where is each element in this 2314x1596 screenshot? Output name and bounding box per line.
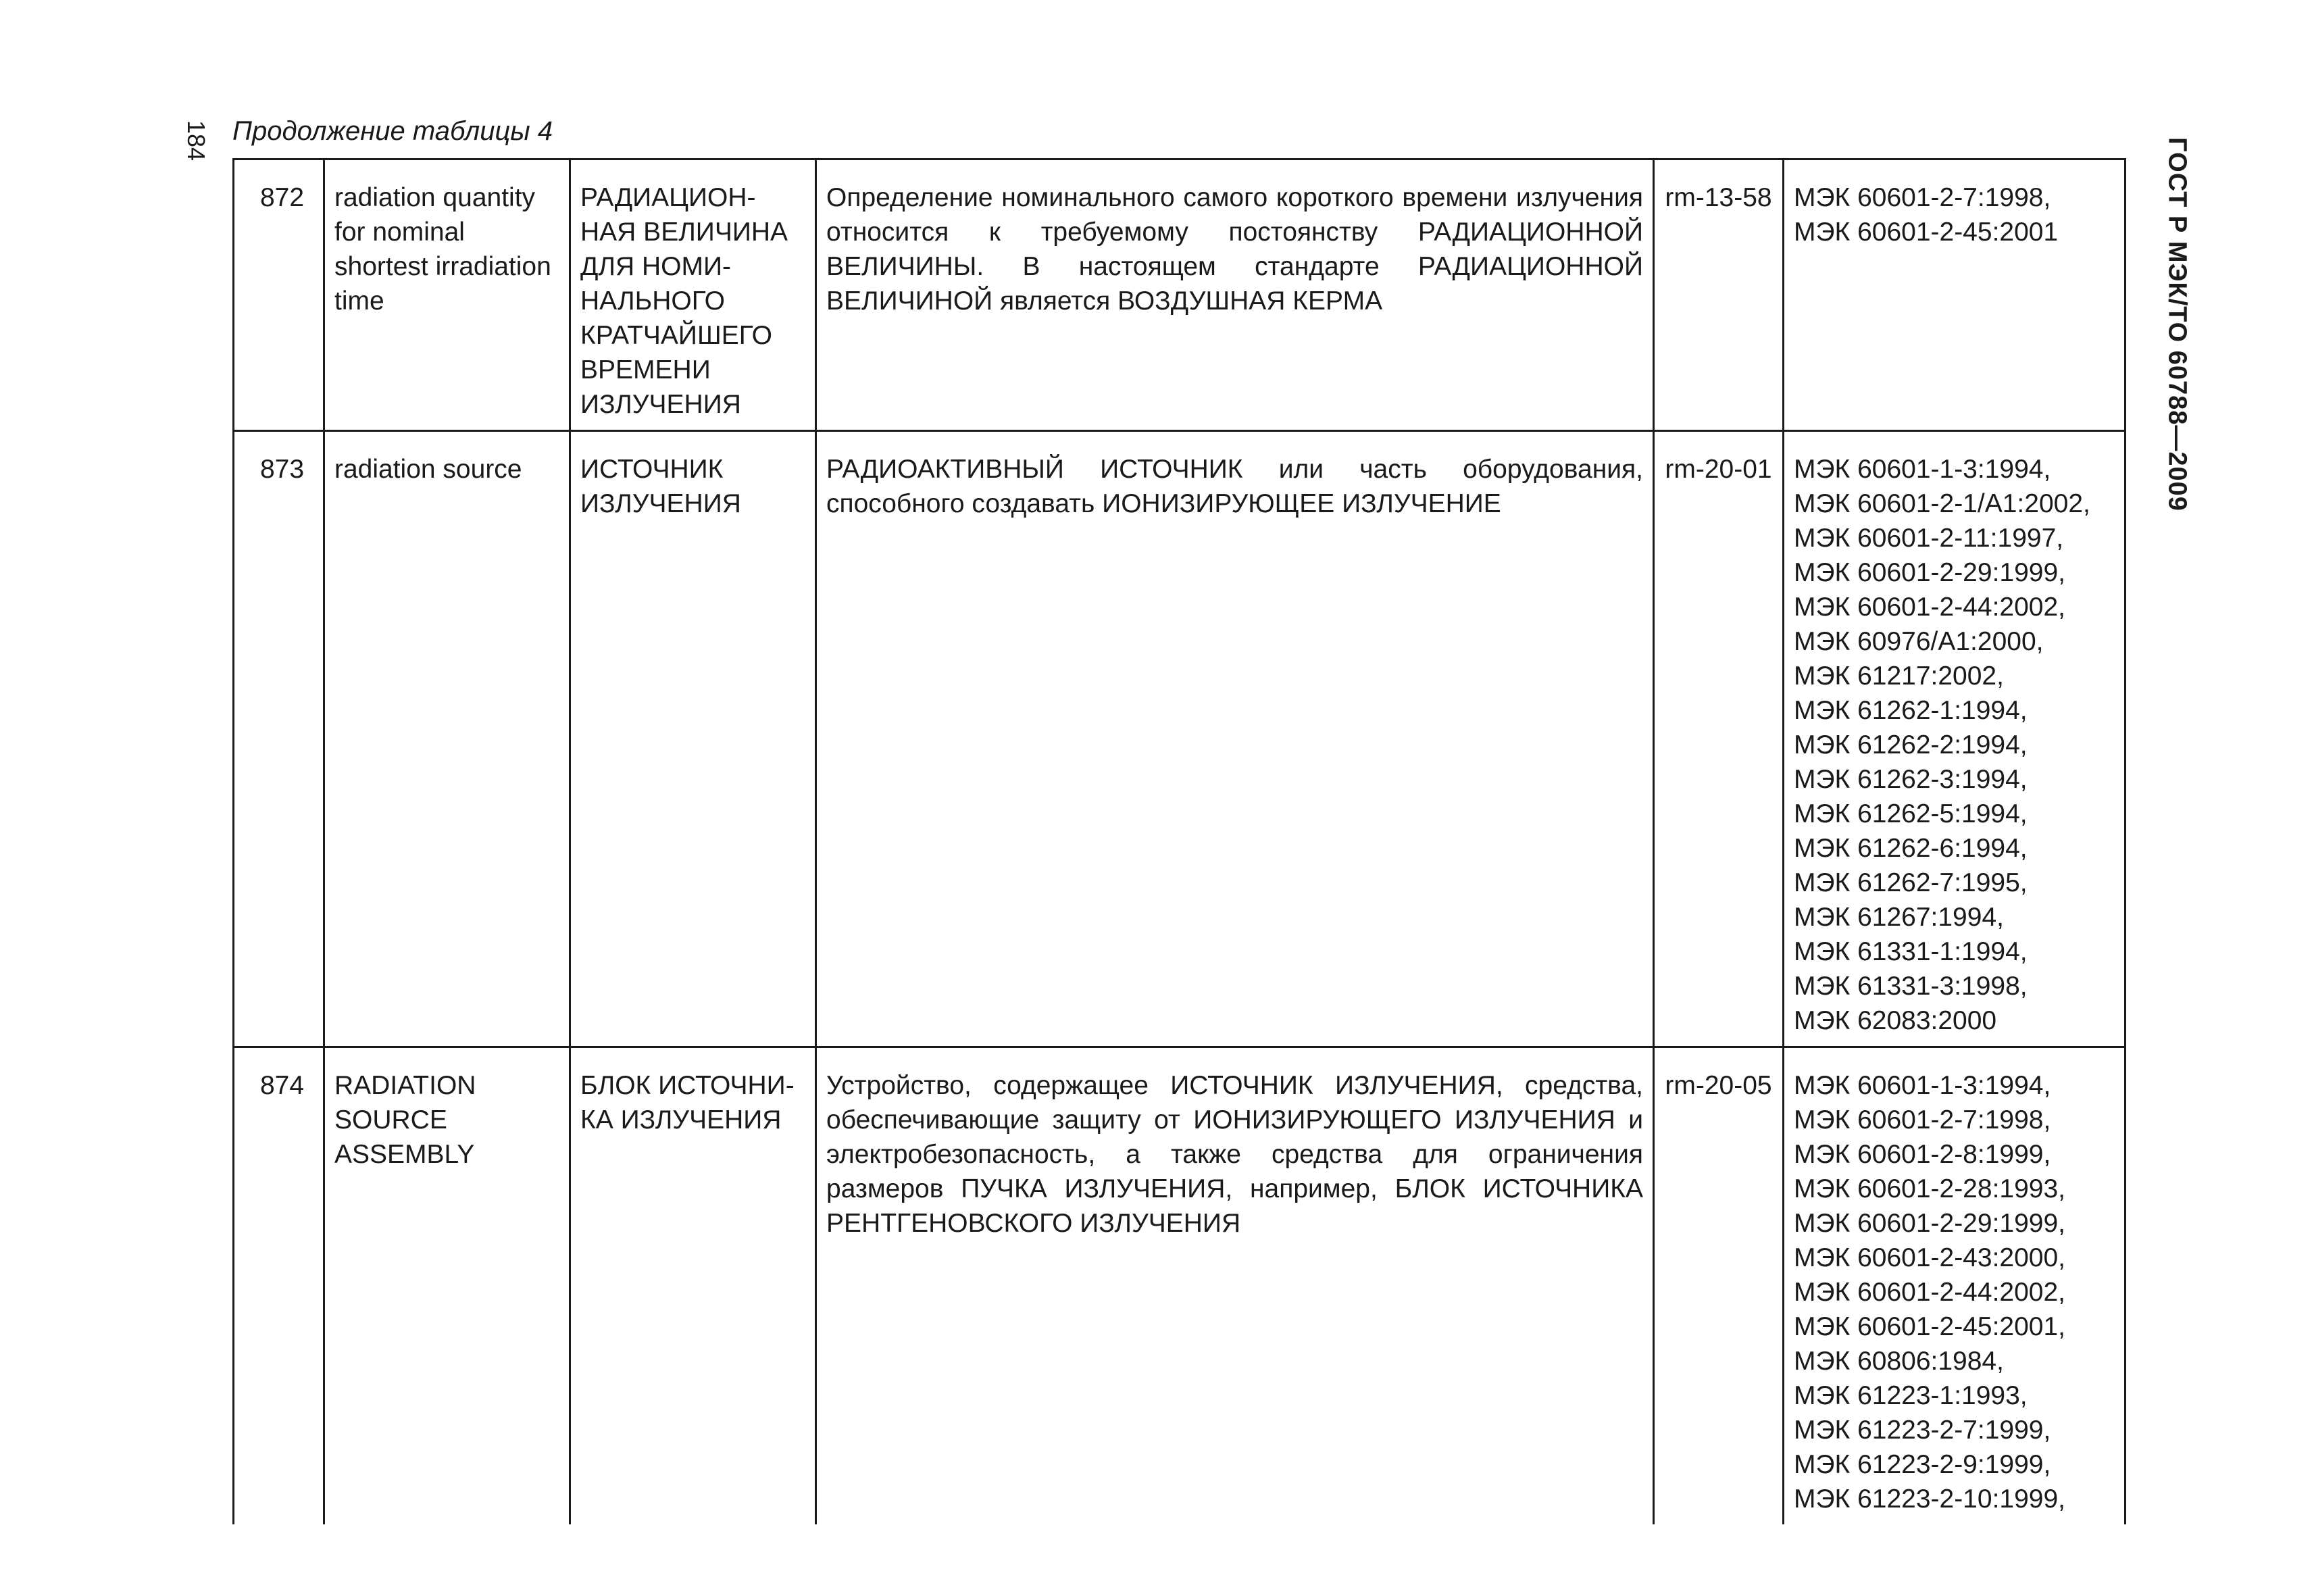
reference-item: МЭК 60976/А1:2000, [1794,627,2044,656]
term-russian [570,1047,816,1525]
term-code: rm-20-05 [1654,1047,1784,1525]
reference-item: МЭК 60601-2-45:2001 [1794,218,2059,247]
table-row-874 [234,1047,2126,1525]
term-russian-line: ИЗЛУЧЕНИЯ [580,489,741,518]
reference-item: МЭК 60806:1984, [1794,1347,2004,1376]
table-row-872 [234,159,2126,431]
term-russian-line: КА ИЗЛУЧЕНИЯ [580,1105,782,1134]
reference-item: МЭК 61262-1:1994, [1794,696,2028,725]
reference-item: МЭК 61223-1:1993, [1794,1381,2028,1410]
term-russian-line: ВРЕМЕНИ [580,355,711,384]
term-russian-line: НАЛЬНОГО [580,286,725,316]
term-english-line: ASSEMBLY [334,1140,475,1169]
term-references [1784,1047,2126,1525]
reference-item: МЭК 61262-2:1994, [1794,730,2028,759]
reference-item: МЭК 60601-2-45:2001, [1794,1312,2065,1341]
reference-item: МЭК 61262-5:1994, [1794,799,2028,828]
term-russian-line: КРАТЧАЙШЕГО [580,321,772,350]
term-english-line: SOURCE [334,1105,447,1134]
term-definition: РАДИОАКТИВНЫЙ ИСТОЧНИК или часть оборудования, способного создавать ИОНИЗИРУЮЩЕЕ ИЗЛУЧЕНИЕ [816,431,1654,1047]
reference-item: МЭК 61262-6:1994, [1794,834,2028,863]
reference-item: МЭК 61267:1994, [1794,903,2004,932]
reference-item: МЭК 60601-2-7:1998, [1794,183,2051,212]
term-code: rm-20-01 [1654,431,1784,1047]
term-russian-line: ИЗЛУЧЕНИЯ [580,390,741,419]
reference-item: МЭК 60601-2-44:2002, [1794,593,2065,622]
term-russian-line: ИСТОЧНИК [580,455,724,484]
reference-item: МЭК 61223-2-9:1999, [1794,1450,2051,1479]
term-number: 874 [234,1047,324,1525]
reference-item: МЭК 60601-2-8:1999, [1794,1140,2051,1169]
term-russian [570,159,816,431]
term-definition: Определение номинального самого короткого времени излучения относится к требуемому постоянству РАДИАЦИОННОЙ ВЕЛИЧИНЫ. В настоящем стандарте РАДИАЦИОННОЙ ВЕЛИЧИНОЙ является ВОЗДУШНАЯ КЕРМА [816,159,1654,431]
reference-item: МЭК 61223-2-7:1999, [1794,1416,2051,1445]
reference-item: МЭК 60601-2-11:1997, [1794,524,2064,553]
term-english: radiation source [324,431,570,1047]
reference-item: МЭК 60601-2-7:1998, [1794,1105,2051,1134]
term-russian-line: БЛОК ИСТОЧНИ- [580,1071,795,1100]
reference-item: МЭК 62083:2000 [1794,1006,1997,1035]
term-english: radiation quantity for nominal shortest irradiation time [324,159,570,431]
reference-item: МЭК 61331-3:1998, [1794,972,2028,1001]
term-english-line: RADIATION [334,1071,476,1100]
reference-item: МЭК 61331-1:1994, [1794,937,2028,966]
reference-item: МЭК 60601-2-1/А1:2002, [1794,489,2090,518]
reference-item: МЭК 61223-2-10:1999, [1794,1485,2065,1514]
term-russian-line: ДЛЯ НОМИ- [580,252,732,281]
reference-item: МЭК 60601-2-29:1999, [1794,558,2065,587]
reference-item: МЭК 60601-2-44:2002, [1794,1278,2065,1307]
term-number: 873 [234,431,324,1047]
term-russian [570,431,816,1047]
reference-item: МЭК 60601-2-43:2000, [1794,1243,2065,1272]
document-side-title: ГОСТ Р МЭК/ТО 60788—2009 [2163,137,2192,512]
reference-item: МЭК 60601-2-29:1999, [1794,1209,2065,1238]
reference-item: МЭК 61262-7:1995, [1794,868,2028,897]
terms-table [232,158,2126,1524]
term-references [1784,431,2126,1047]
term-number: 872 [234,159,324,431]
term-english [324,1047,570,1525]
reference-item: МЭК 60601-2-28:1993, [1794,1174,2065,1203]
reference-item: МЭК 60601-1-3:1994, [1794,1071,2051,1100]
reference-item: МЭК 60601-1-3:1994, [1794,455,2051,484]
table-row-873 [234,431,2126,1047]
reference-item: МЭК 61217:2002, [1794,662,2004,691]
term-definition: Устройство, содержащее ИСТОЧНИК ИЗЛУЧЕНИЯ, средства, обеспечивающие защиту от ИОНИЗИРУЮЩЕГО ИЗЛУЧЕНИЯ и электробезопасность, а также средства для ограничения размеров ПУЧКА ИЗЛУЧЕНИЯ, например, БЛОК ИСТОЧНИКА РЕНТГЕНОВСКОГО ИЗЛУЧЕНИЯ [816,1047,1654,1525]
page-number: 184 [182,120,210,161]
table-caption: Продолжение таблицы 4 [232,116,553,146]
term-code: rm-13-58 [1654,159,1784,431]
term-references [1784,159,2126,431]
term-russian-line: НАЯ ВЕЛИЧИНА [580,218,788,247]
reference-item: МЭК 61262-3:1994, [1794,765,2028,794]
term-russian-line: РАДИАЦИОН- [580,183,756,212]
